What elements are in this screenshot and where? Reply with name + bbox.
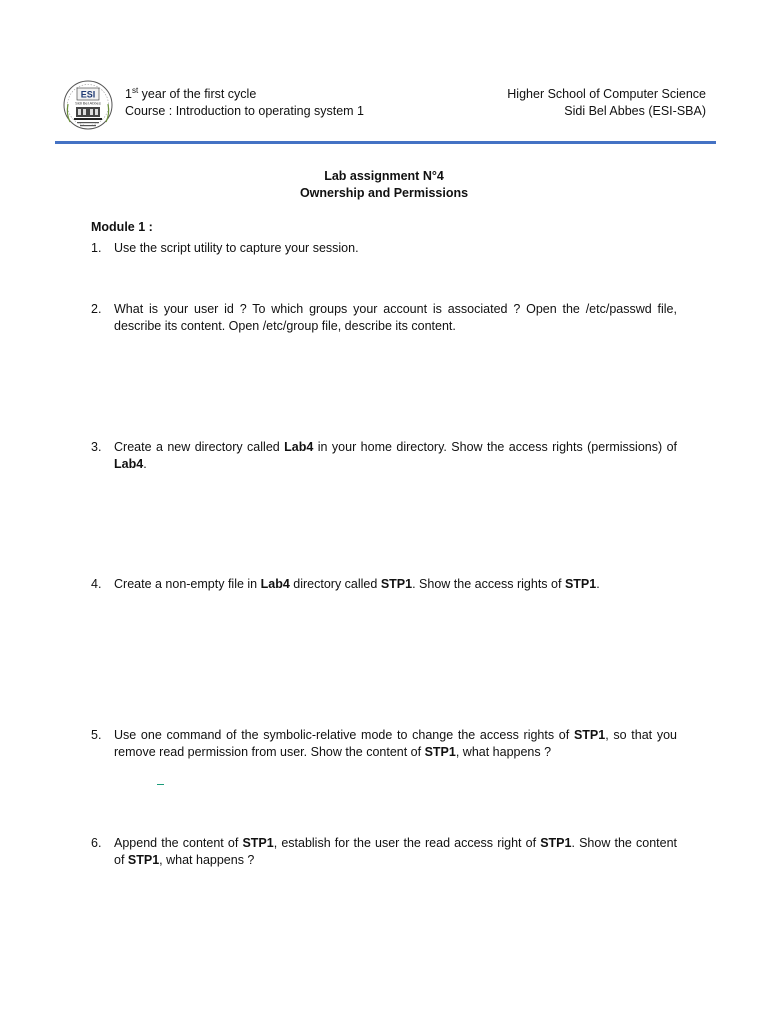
school-name: Higher School of Computer Science — [507, 87, 706, 101]
question-2 — [91, 301, 677, 335]
question-text-run: , establish for the user the read access right of — [273, 836, 541, 850]
text-cursor-mark — [157, 784, 164, 785]
question-number: 5. — [91, 728, 102, 742]
header-left — [125, 86, 364, 120]
question-text-run: , what happens ? — [455, 745, 552, 759]
header-divider — [55, 141, 716, 144]
question-text-bold: STP1 — [127, 853, 160, 867]
question-text — [114, 439, 677, 473]
course-line: Course : Introduction to operating system 1 — [125, 104, 365, 118]
question-text-run: . Show the access rights of — [412, 577, 565, 591]
question-text-bold: STP1 — [424, 745, 456, 759]
question-text-bold: STP1 — [242, 836, 274, 850]
question-text-bold: STP1 — [573, 728, 606, 742]
question-text — [114, 301, 677, 335]
question-text-bold: Lab4 — [114, 457, 144, 471]
question-number: 6. — [91, 836, 102, 850]
header-right — [507, 86, 706, 120]
question-text-bold: STP1 — [540, 836, 572, 850]
module-heading: Module 1 : — [91, 220, 153, 234]
question-3 — [91, 439, 677, 473]
question-text — [114, 835, 677, 869]
question-number: 1. — [91, 241, 102, 255]
question-number: 3. — [91, 440, 102, 454]
school-logo — [62, 78, 114, 132]
question-text-run: Append the content of — [114, 836, 243, 850]
question-text-run: Create a non-empty file in — [114, 577, 261, 591]
question-text-bold: STP1 — [564, 577, 597, 591]
question-text-run: . — [143, 457, 147, 471]
question-text — [114, 576, 677, 593]
year-line: 1st year of the first cycle — [125, 86, 257, 101]
question-text-bold: Lab4 — [284, 440, 314, 454]
question-text-run: . Show the content of — [114, 836, 677, 867]
lab-title — [0, 168, 768, 202]
question-6 — [91, 835, 677, 869]
school-location: Sidi Bel Abbes (ESI-SBA) — [564, 104, 706, 118]
logo-text: ESI — [80, 89, 96, 100]
question-text-run: Create a new directory called — [114, 440, 285, 454]
question-text-run: , what happens ? — [159, 853, 255, 867]
lab-title-line2: Ownership and Permissions — [299, 186, 469, 200]
question-5 — [91, 727, 677, 761]
question-text-bold: STP1 — [380, 577, 413, 591]
question-1 — [91, 240, 677, 257]
question-text-run: , so that you remove read permission from user. Show the content of — [114, 728, 677, 759]
question-number: 4. — [91, 577, 102, 591]
question-text-run: Use one command of the symbolic-relative mode to change the access rights of — [114, 728, 574, 742]
lab-title-line1: Lab assignment N°4 — [324, 169, 444, 183]
question-text-run: What is your user id ? To which groups your account is associated ? Open the /etc/passwd file, describe its content. Open /etc/group file, describe its content. — [114, 302, 677, 333]
question-4 — [91, 576, 677, 593]
question-text-run: Use the script utility to capture your session. — [114, 241, 359, 255]
question-text — [114, 240, 677, 257]
question-text-run: directory called — [289, 577, 381, 591]
logo-subtext: Sidi Bel Abbes — [75, 100, 101, 106]
question-number: 2. — [91, 302, 102, 316]
question-text — [114, 727, 677, 761]
question-text-run: in your home directory. Show the access rights (permissions) of — [313, 440, 677, 454]
question-text-run: . — [596, 577, 600, 591]
question-text-bold: Lab4 — [260, 577, 290, 591]
